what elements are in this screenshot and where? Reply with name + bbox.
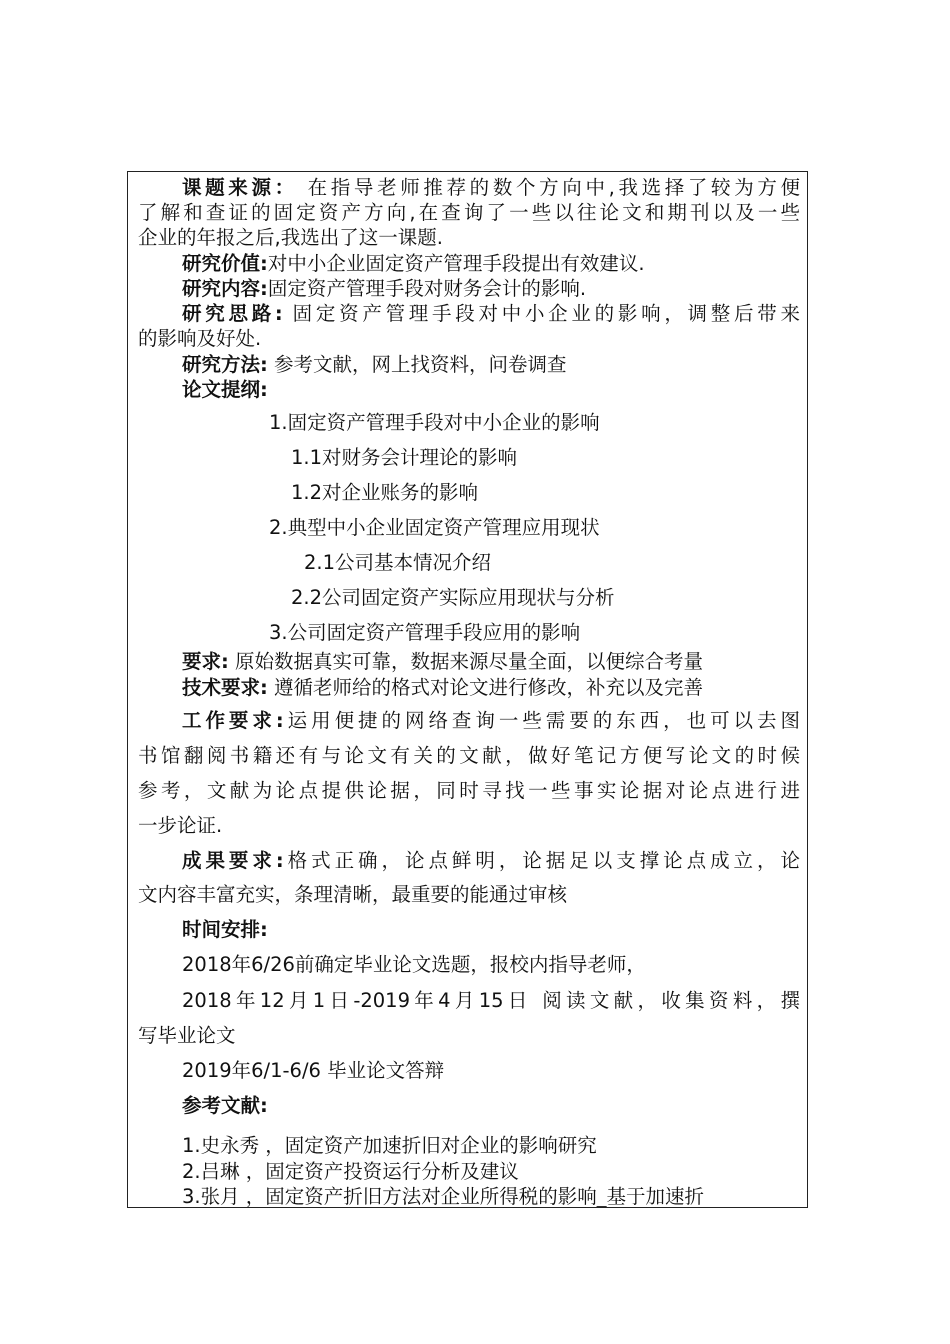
approach-label: 研究思路: xyxy=(182,302,283,325)
outline-item: 1.2对企业账务的影响 xyxy=(291,481,479,504)
content-text: 固定资产管理手段对财务会计的影响. xyxy=(267,277,587,300)
outline-item: 2.2公司固定资产实际应用现状与分析 xyxy=(291,586,615,609)
research-value xyxy=(182,252,645,276)
schedule-line-2: 2018年12月1日-2019年4月15日 阅读文献，收集资料，撰 xyxy=(182,989,800,1012)
tech-label: 技术要求: xyxy=(182,676,268,699)
work-line-3: 参考，文献为论点提供论据，同时寻找一些事实论据对论点进行进 xyxy=(138,779,800,802)
schedule-line-1: 2018年6/26前确定毕业论文选题，报校内指导老师， xyxy=(182,953,646,976)
reference-item: 3.张月 ，固定资产折旧方法对企业所得税的影响_基于加速折 xyxy=(182,1185,705,1208)
work-requirement xyxy=(182,709,800,733)
result-line-1: 格式正确，论点鲜明，论据足以支撑论点成立，论 xyxy=(283,849,800,872)
tech-requirement xyxy=(182,676,703,700)
outline-item: 1.固定资产管理手段对中小企业的影响 xyxy=(269,411,600,434)
requirement xyxy=(182,650,703,674)
research-method xyxy=(182,353,567,377)
outline-item: 3.公司固定资产管理手段应用的影响 xyxy=(269,621,581,644)
outline-item: 2.1公司基本情况介绍 xyxy=(304,551,492,574)
work-line-4: 一步论证. xyxy=(138,814,223,837)
outline-item: 2.典型中小企业固定资产管理应用现状 xyxy=(269,516,600,539)
source-paragraph xyxy=(182,176,800,200)
approach-line-2: 的影响及好处. xyxy=(138,327,262,350)
work-label: 工作要求: xyxy=(182,709,284,732)
source-line-3: 企业的年报之后,我选出了这一课题. xyxy=(138,226,443,249)
outline-label: 论文提纲: xyxy=(182,378,268,401)
research-content xyxy=(182,277,586,301)
schedule-line-4: 2019年6/1-6/6 毕业论文答辩 xyxy=(182,1059,445,1082)
result-line-2: 文内容丰富充实，条理清晰，最重要的能通过审核 xyxy=(138,883,568,906)
work-line-2: 书馆翻阅书籍还有与论文有关的文献，做好笔记方便写论文的时候 xyxy=(138,744,800,767)
source-line-1: 在指导老师推荐的数个方向中,我选择了较为方便 xyxy=(307,176,800,199)
result-requirement xyxy=(182,849,800,873)
result-label: 成果要求: xyxy=(182,849,284,872)
source-label: 课题来源： xyxy=(182,176,298,199)
schedule-label: 时间安排: xyxy=(182,918,268,941)
schedule-line-3: 写毕业论文 xyxy=(138,1024,236,1047)
document-table-cell xyxy=(127,171,808,1208)
outline-item: 1.1对财务会计理论的影响 xyxy=(291,446,518,469)
reference-item: 1.史永秀 ，固定资产加速折旧对企业的影响研究 xyxy=(182,1134,597,1157)
work-line-1: 运用便捷的网络查询一些需要的东西，也可以去图 xyxy=(283,709,800,732)
value-label: 研究价值: xyxy=(182,252,268,275)
method-label: 研究方法: xyxy=(182,353,268,376)
approach-line-1: 固定资产管理手段对中小企业的影响，调整后带来 xyxy=(292,302,800,325)
requirement-text: 原始数据真实可靠，数据来源尽量全面，以便综合考量 xyxy=(235,650,704,673)
source-line-2: 了解和查证的固定资产方向,在查询了一些以往论文和期刊以及一些 xyxy=(138,201,800,224)
value-text: 对中小企业固定资产管理手段提出有效建议. xyxy=(267,252,645,275)
requirement-label: 要求: xyxy=(182,650,229,673)
references-label: 参考文献: xyxy=(182,1094,268,1117)
reference-item: 2.吕琳 ，固定资产投资运行分析及建议 xyxy=(182,1160,519,1183)
tech-text: 遵循老师给的格式对论文进行修改，补充以及完善 xyxy=(274,676,704,699)
content-label: 研究内容: xyxy=(182,277,268,300)
method-text: 参考文献，网上找资料，问卷调查 xyxy=(274,353,567,376)
research-approach xyxy=(182,302,800,326)
